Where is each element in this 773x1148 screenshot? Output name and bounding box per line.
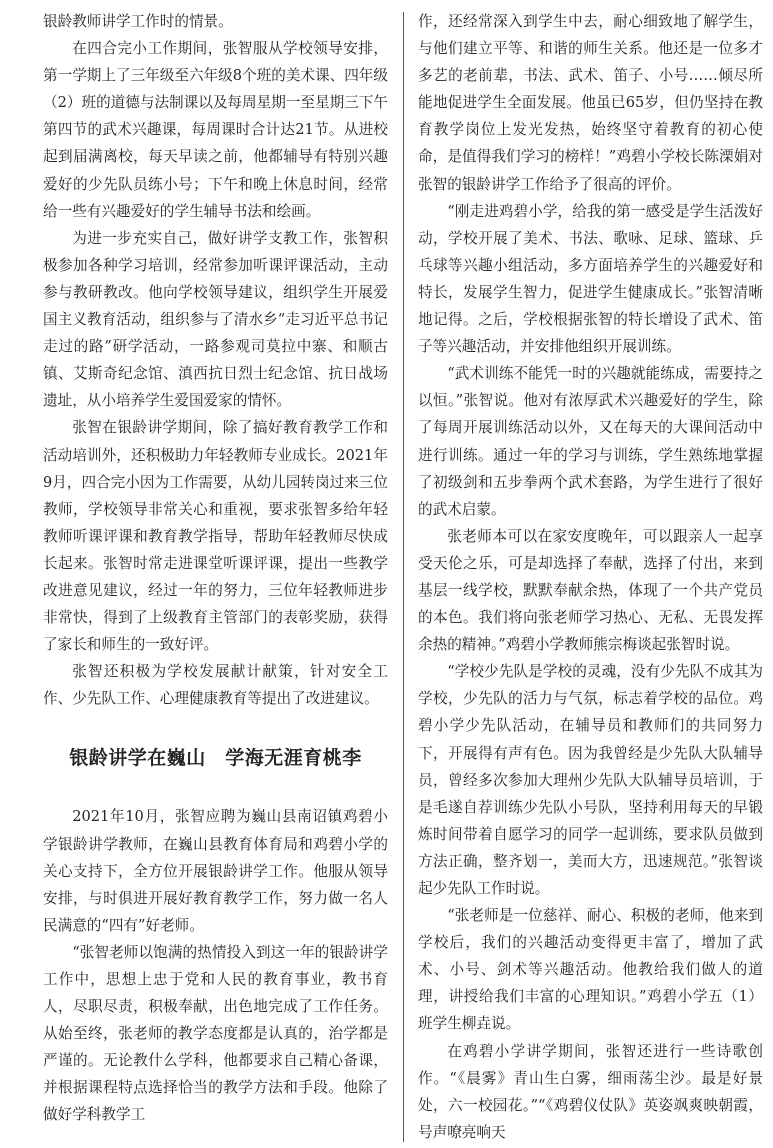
paragraph: 为进一步充实自己，做好讲学支教工作，张智积极参加各种学习培训，经常参加听课评课活动，主动参与教研教改。他向学校领导建议，组织学生开展爱国主义教育活动，组织参与了清水乡“走习近平总书记走过的路”研学活动，一路参观司莫拉中寨、和顺古镇、艾斯奇纪念馆、滇西抗日烈士纪念馆、抗日战场遗址，从小培养学生爱国爱家的情怀。 bbox=[43, 229, 388, 410]
paragraph: 张老师本可以在家安度晚年，可以跟亲人一起享受天伦之乐，可是却选择了奉献，选择了付出，来到基层一线学校，默默奉献余热，体现了一个共产党员的本色。我们将向张老师学习热心、无私、无畏发挥余热的精神。”鸡碧小学教师熊宗梅谈起张智时说。 bbox=[418, 527, 763, 654]
left-column bbox=[43, 8, 388, 1129]
paragraph: 作，还经常深入到学生中去，耐心细致地了解学生，与他们建立平等、和谐的师生关系。他还是一位多才多艺的老前辈，书法、武术、笛子、小号……倾尽所能地促进学生全面发展。他虽已65岁，但仍坚持在教育教学岗位上发光发热，始终坚守着教育的初心使命，是值得我们学习的榜样！”鸡碧小学校长陈溧娟对张智的银龄讲学工作给予了很高的评价。 bbox=[418, 13, 763, 193]
paragraph: “学校少先队是学校的灵魂，没有少先队不成其为学校，少先队的活力与气氛，标志着学校的品位。鸡碧小学少先队活动，在辅导员和教师们的共同努力下，开展得有声有色。因为我曾经是少先队大队辅导员，曾经多次参加大理州少先队大队辅导员培训，于是毛遂自荐训练少先队小号队，坚持利用每天的早锻炼时间带着自愿学习的同学一起训练，要求队员做到方法正确，整齐划一，美而大方，迅速规范。”张智谈起少先队工作时说。 bbox=[418, 663, 763, 897]
paragraph: “张智老师以饱满的热情投入到这一年的银龄讲学工作中，思想上忠于党和人民的教育事业，教书育人，尽职尽责，积极奉献，出色地完成了工作任务。从始至终，张老师的教学态度都是认真的，治学都是严谨的。无论教什么学科，他都要求自己精心备课，并根据课程特点选择恰当的教学方法和手段。他除了做好学科教学工 bbox=[43, 943, 388, 1124]
paragraph: “武术训练不能凭一时的兴趣就能练成，需要持之以恒。”张智说。他对有浓厚武术兴趣爱好的学生，除了每周开展训练活动以外，又在每天的大课间活动中进行训练。通过一年的学习与训练，学生熟练地掌握了初级剑和五步拳两个武术套路，为学生进行了很好的武术启蒙。 bbox=[418, 365, 763, 518]
right-column bbox=[418, 8, 763, 1146]
paragraph: 银龄教师讲学工作时的情景。 bbox=[43, 13, 233, 30]
paragraph: 2021年10月，张智应聘为巍山县南诏镇鸡碧小学银龄讲学教师，在巍山县教育体育局和鸡碧小学的关心支持下，全方位开展银龄讲学工作。他服从领导安排，与时俱进开展好教育教学工作，努力做一名人民满意的“四有”好老师。 bbox=[43, 808, 388, 934]
paragraph: 张智还积极为学校发展献计献策，针对安全工作、少先队工作、心理健康教育等提出了改进建议。 bbox=[43, 663, 388, 708]
column-divider bbox=[403, 12, 404, 1142]
paragraph: 张智在银龄讲学期间，除了搞好教育教学工作和活动培训外，还积极助力年轻教师专业成长。2021年9月，四合完小因为工作需要，从幼儿园转岗过来三位教师，学校领导非常关心和重视，要求张智多给年轻教师听课评课和教育教学指导，帮助年轻教师尽快成长起来。张智时常走进课堂听课评课，提出一些教学改进意见建议，经过一年的努力，三位年轻教师进步非常快，得到了上级教育主管部门的表彰奖励，获得了家长和师生的一致好评。 bbox=[43, 419, 388, 654]
section-heading: 银龄讲学在巍山 学海无涯育桃李 bbox=[69, 747, 362, 770]
paragraph: 在四合完小工作期间，张智服从学校领导安排，第一学期上了三年级至六年级8个班的美术课、四年级（2）班的道德与法制课以及每周星期一至星期三下午第四节的武术兴趣课，每周课时合计达21节。从进校起到届满离校，每天早读之前，他都辅导有特别兴趣爱好的少先队员练小号；下午和晚上休息时间，经常给一些有兴趣爱好的学生辅导书法和绘画。 bbox=[43, 40, 388, 220]
paragraph: “张老师是一位慈祥、耐心、积极的老师，他来到学校后，我们的兴趣活动变得更丰富了，增加了武术、小号、剑术等兴趣活动。他教给我们做人的道理，讲授给我们丰富的心理知识。”鸡碧小学五（1）班学生柳垚说。 bbox=[418, 907, 763, 1033]
paragraph: “刚走进鸡碧小学，给我的第一感受是学生活泼好动，学校开展了美术、书法、歌咏、足球、篮球、乒乓球等兴趣小组活动，多方面培养学生的兴趣爱好和特长，发展学生智力，促进学生健康成长。”张智清晰地记得。之后，学校根据张智的特长增设了武术、笛子等兴趣活动，并安排他组织开展训练。 bbox=[418, 202, 763, 356]
paragraph: 在鸡碧小学讲学期间，张智还进行一些诗歌创作。“《晨雾》青山生白雾，细雨荡尘沙。最是好景处，六一校园花。”“《鸡碧仪仗队》英姿飒爽映朝霞，号声嘹亮响天 bbox=[418, 1042, 763, 1141]
